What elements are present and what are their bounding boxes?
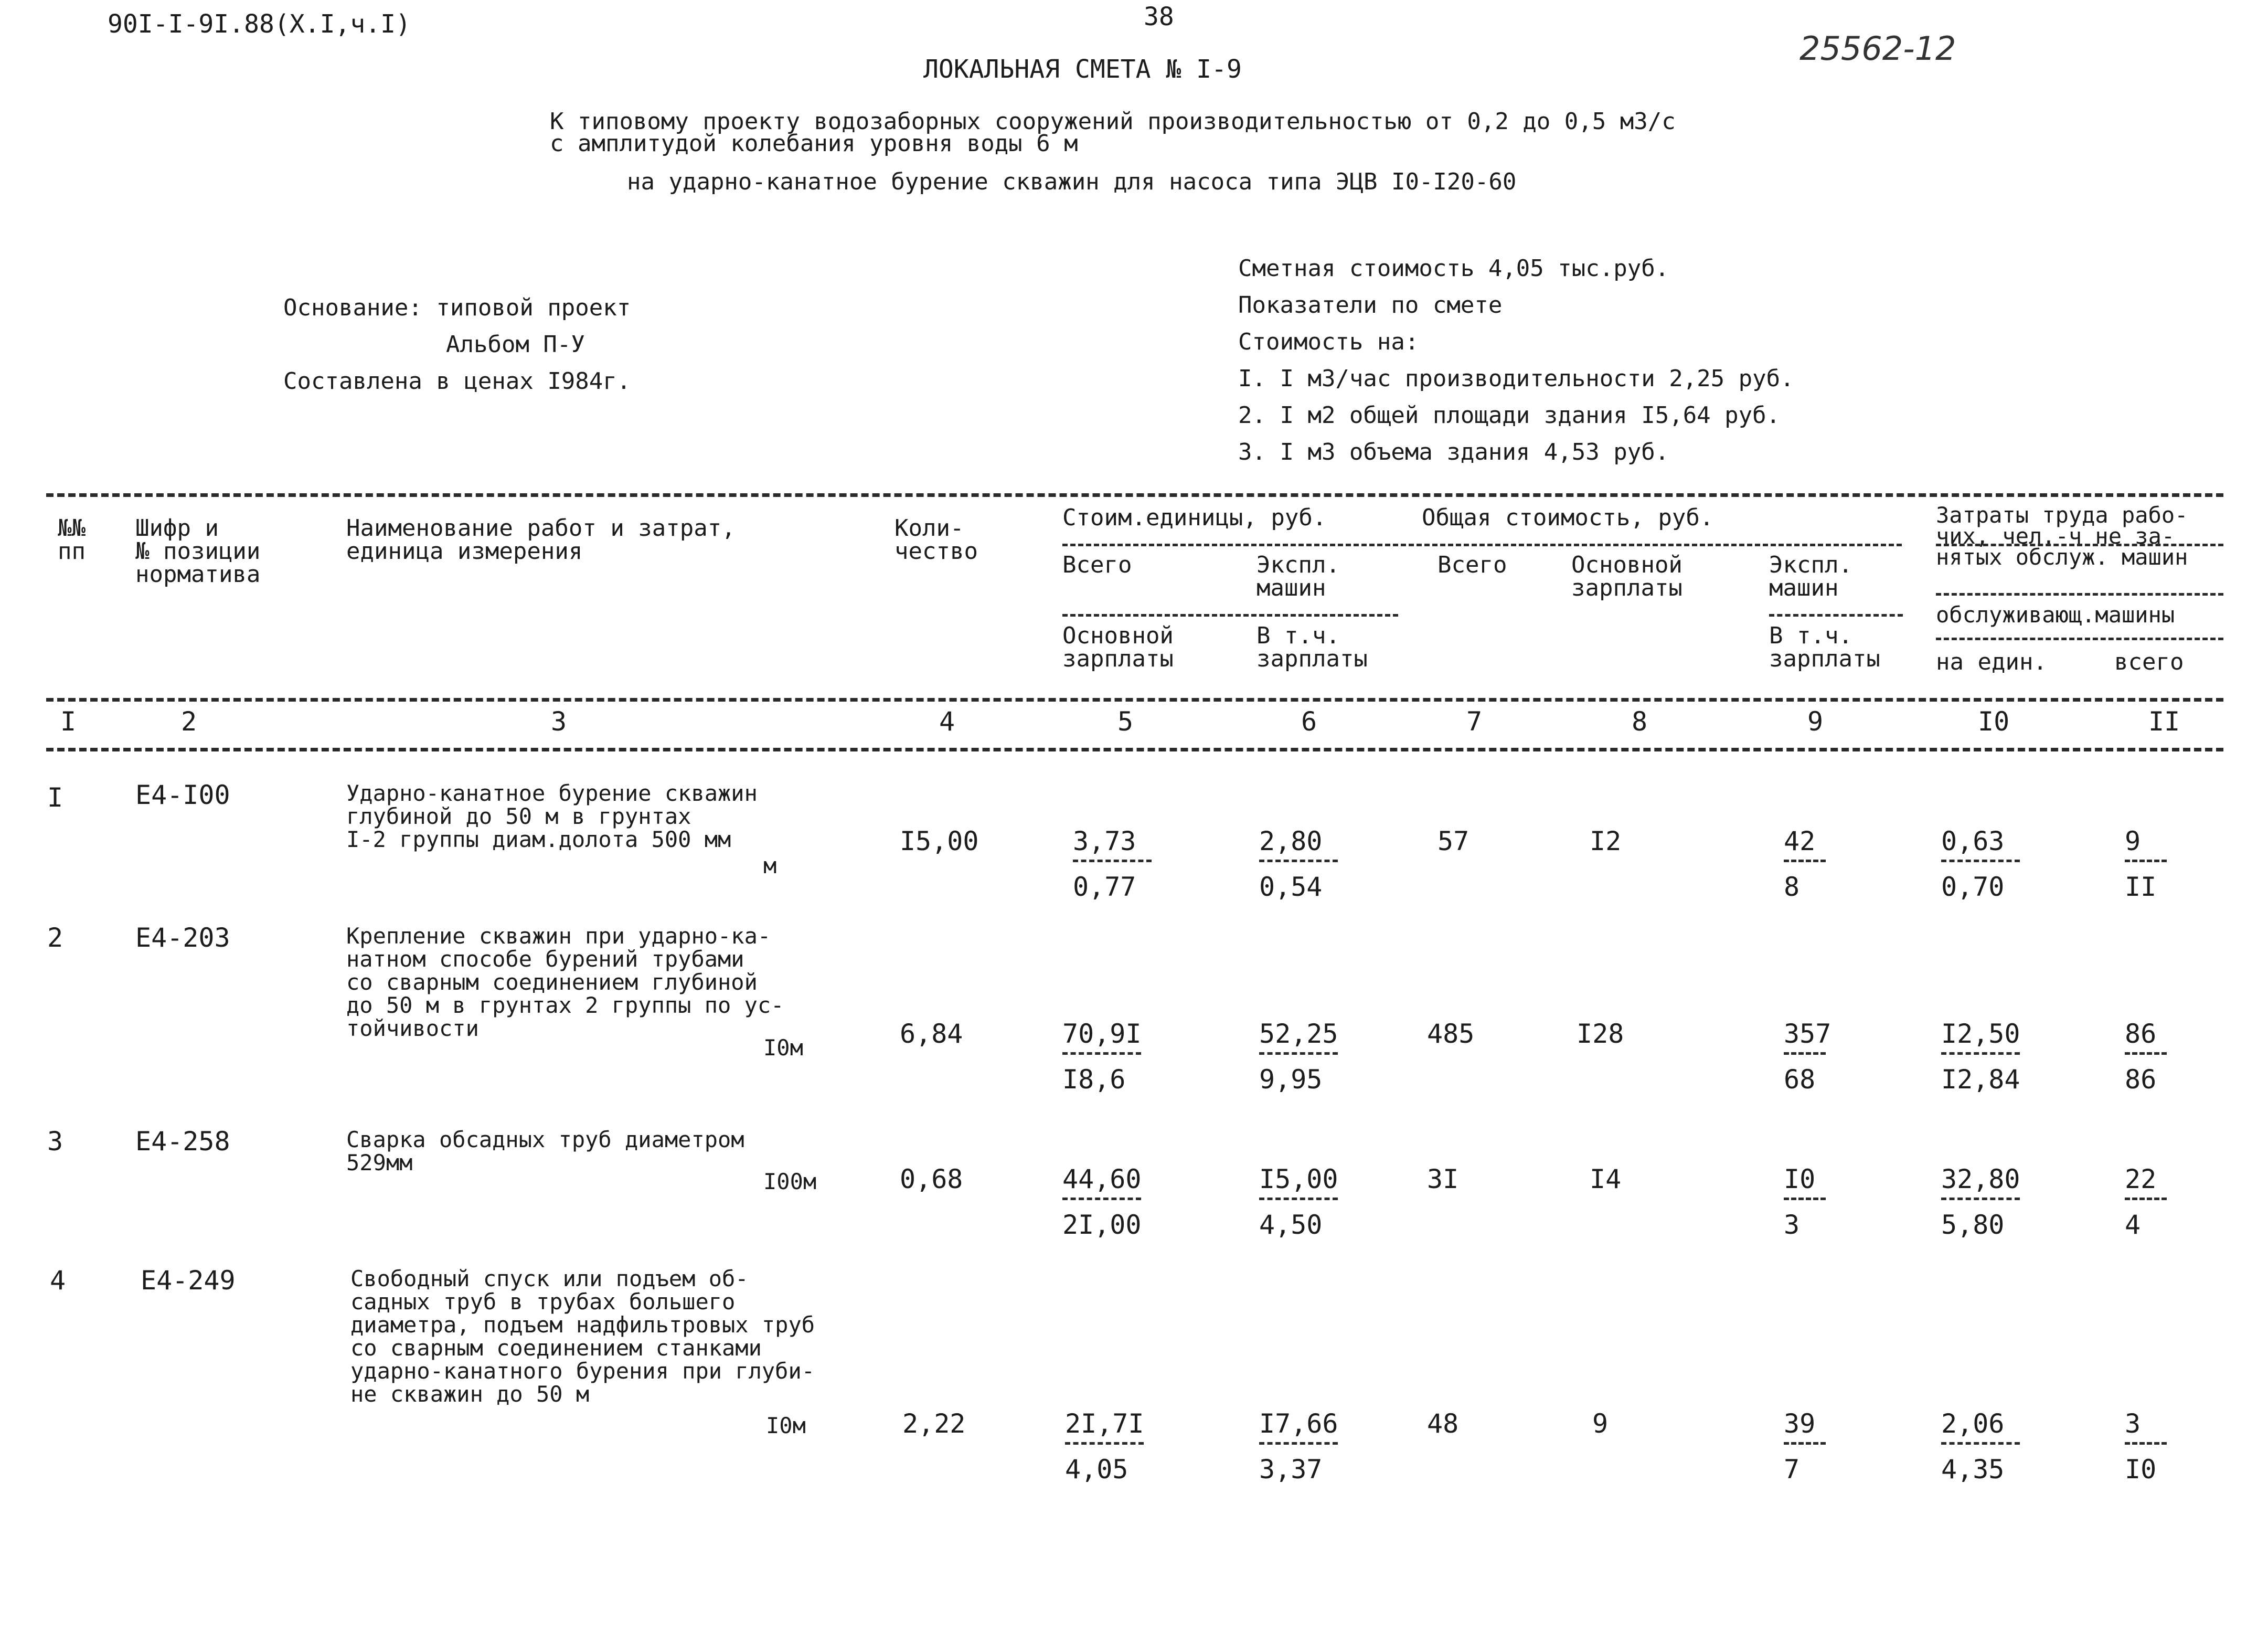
row-4-unit-total: 2I,7I [1065,1408,1144,1439]
subtitle-line2: с амплитудой колебания уровня воды 6 м [550,130,1078,157]
row-1-total-wage: I2 [1590,826,1622,856]
row-1-unit: м [763,853,777,878]
header-total-all: Всего [1438,552,1507,578]
cost-header-rule [1062,544,1902,546]
header-labor-unit: на един. [1936,649,2047,675]
labor-sub-rule-1 [1936,593,2223,596]
column-number: I0 [1978,706,2010,737]
row-3-unit: I00м [763,1169,817,1194]
row-1-unit-total: 3,73 [1073,826,1136,856]
row-4-labor-total-service: I0 [2125,1454,2157,1485]
row-4-unit: I0м [766,1413,806,1438]
row-1-code: Е4-I00 [135,780,230,810]
labor-sub-rule-2 [1936,638,2223,640]
row-4-labor-unit: 2,06 [1941,1408,2005,1439]
row-1-labor-total-cost [2125,828,2167,900]
column-number: 5 [1117,706,1134,737]
row-4-labor-unit-cost [1941,1408,2020,1485]
row-3-qty: 0,68 [900,1164,963,1194]
row-3-unit-mach-wage: 4,50 [1259,1210,1323,1240]
row-2-qty: 6,84 [900,1019,963,1049]
header-labor-total: всего [2114,649,2184,675]
subtitle-line3: на ударно-канатное бурение скважин для насоса типа ЭЦВ I0-I20-60 [627,168,1517,195]
header-unit-cost: Стоим.единицы, руб. [1062,504,1327,531]
indicator-item-3: 3. I м3 объема здания 4,53 руб. [1238,439,1669,465]
row-2-unit-mach-cost [1259,1021,1338,1093]
column-number: II [2148,706,2180,737]
row-2-total-mach: 357 [1784,1019,1832,1049]
column-number: I [60,706,77,737]
row-3-name: Сварка обсадных труб диаметром 529мм [346,1127,744,1175]
row-2-name: Крепление скважин при ударно-ка- натном способе бурений трубами со сварным соединением глубиной до 50 м в грунтах 2 группы по ус- тойчивости [346,923,784,1041]
mach-subheader-rule [1769,614,1903,617]
row-2-labor-unit: I2,50 [1941,1019,2020,1049]
header-unit-mach: Экспл. машин [1257,552,1340,601]
row-2-labor-unit-cost [1941,1021,2020,1093]
basis-line2: Альбом П-У [446,331,585,358]
row-3-total-mach: I0 [1784,1164,1816,1194]
row-2-labor-total-cost [2125,1021,2167,1093]
row-3-total-all: 3I [1427,1164,1459,1194]
row-4-total-all: 48 [1427,1408,1459,1439]
row-1-labor-unit: 0,63 [1941,826,2005,856]
row-3-total-mach-wage: 3 [1784,1210,1800,1240]
row-2-unit-cost [1062,1021,1142,1093]
column-number: 8 [1632,706,1648,737]
page-number: 38 [1144,2,1174,31]
column-number: 4 [939,706,955,737]
row-4-total-mach: 39 [1784,1408,1816,1439]
row-1-unit-mach: 2,80 [1259,826,1323,856]
row-3-total-mach-cost [1784,1166,1826,1238]
row-1-labor-total: 9 [2125,826,2141,856]
row-2-num: 2 [47,923,63,953]
row-3-labor-total-cost [2125,1166,2167,1238]
row-2-total-mach-cost [1784,1021,1831,1093]
subtitle-line1: К типовому проекту водозаборных сооружений производительностью от 0,2 до 0,5 м3/с [550,108,1676,135]
row-2-unit-mach-wage: 9,95 [1259,1064,1323,1095]
header-labor-service: обслуживающ.машины [1936,602,2175,628]
column-number: 9 [1807,706,1824,737]
row-1-unit-mach-wage: 0,54 [1259,872,1323,902]
row-1-total-mach-cost [1784,828,1826,900]
row-3-labor-unit-service: 5,80 [1941,1210,2005,1240]
row-3-unit-mach: I5,00 [1259,1164,1338,1194]
indicators-label: Показатели по смете [1238,292,1503,319]
row-1-num: I [47,782,63,813]
header-labor: Затраты труда рабо- чих, чел.-ч не за- нятых обслуж. машин [1936,502,2188,570]
table-top-rule [46,493,2223,497]
row-4-total-mach-wage: 7 [1784,1454,1800,1485]
archive-stamp: 25562-12 [1800,29,1956,68]
row-4-name: Свободный спуск или подъем об- садных труб в трубах большего диаметра, подъем надфильтровых труб со сварным соединением станками ударно-канатного бурения при глуби- не скважин до 50 м [350,1266,815,1407]
cost-per-label: Стоимость на: [1238,329,1419,355]
row-3-unit-total: 44,60 [1062,1164,1142,1194]
row-4-labor-unit-service: 4,35 [1941,1454,2005,1485]
header-unit-mach-wage: В т.ч. зарплаты [1257,622,1368,672]
row-1-name: Ударно-канатное бурение скважин глубиной до 50 м в грунтах I-2 группы диам.долота 500 мм [346,780,758,852]
doc-title: ЛОКАЛЬНАЯ СМЕТА № I-9 [923,55,1242,84]
row-3-labor-total-service: 4 [2125,1210,2141,1240]
basis-line3: Составлена в ценах I984г. [283,368,631,395]
row-1-unit-cost [1073,828,1152,900]
header-total-mach-wage: В т.ч. зарплаты [1769,622,1880,672]
row-1-unit-mach-cost [1259,828,1338,900]
row-1-qty: I5,00 [900,826,979,856]
row-4-unit-mach-cost [1259,1408,1338,1485]
basis-line1: Основание: типовой проект [283,294,631,321]
row-2-labor-total-service: 86 [2125,1064,2157,1095]
header-name: Наименование работ и затрат, единица измерения [346,515,736,565]
row-4-unit-cost [1065,1408,1144,1485]
row-3-labor-total: 22 [2125,1164,2157,1194]
row-4-unit-mach-wage: 3,37 [1259,1454,1323,1485]
indicator-item-1: I. I м3/час производительности 2,25 руб. [1238,365,1794,392]
row-2-labor-unit-service: I2,84 [1941,1064,2020,1095]
header-code: Шифр и № позиции норматива [135,515,261,588]
row-2-code: Е4-203 [135,923,230,953]
row-3-num: 3 [47,1126,63,1157]
row-2-unit-total: 70,9I [1062,1019,1142,1049]
row-1-labor-unit-cost [1941,828,2020,900]
row-3-labor-unit: 32,80 [1941,1164,2020,1194]
row-2-unit: I0м [763,1035,803,1061]
row-4-num: 4 [50,1265,66,1296]
row-2-unit-mach: 52,25 [1259,1019,1338,1049]
row-1-total-all: 57 [1438,826,1470,856]
row-4-labor-total: 3 [2125,1408,2141,1439]
column-number-rule [46,748,2223,751]
row-1-labor-total-service: II [2125,872,2157,902]
header-unit-wage: Основной зарплаты [1062,622,1174,672]
header-bottom-rule [46,698,2223,702]
row-2-total-mach-wage: 68 [1784,1064,1816,1095]
column-number: 7 [1466,706,1483,737]
row-4-total-mach-cost [1784,1408,1826,1485]
row-3-code: Е4-258 [135,1126,230,1157]
header-total-wage: Основной зарплаты [1571,552,1683,601]
estimated-cost: Сметная стоимость 4,05 тыс.руб. [1238,255,1669,282]
row-2-labor-total: 86 [2125,1019,2157,1049]
column-number: 3 [551,706,567,737]
row-4-code: Е4-249 [141,1265,236,1296]
header-total-cost: Общая стоимость, руб. [1422,504,1714,531]
row-4-total-wage: 9 [1592,1408,1609,1439]
row-1-total-mach-wage: 8 [1784,872,1800,902]
row-1-unit-wage: 0,77 [1073,872,1136,902]
header-unit-total: Всего [1062,552,1132,578]
row-2-unit-wage: I8,6 [1062,1064,1126,1095]
row-4-labor-total-cost [2125,1408,2167,1485]
header-qty: Коли- чество [895,515,978,565]
doc-code: 90I-I-9I.88(X.I,ч.I) [108,9,411,39]
row-4-unit-wage: 4,05 [1065,1454,1128,1485]
unit-subheader-rule [1062,614,1398,617]
row-1-labor-unit-service: 0,70 [1941,872,2005,902]
header-num: №№ пп [58,515,86,565]
row-1-total-mach: 42 [1784,826,1816,856]
row-3-total-wage: I4 [1590,1164,1622,1194]
row-3-labor-unit-cost [1941,1166,2020,1238]
row-4-qty: 2,22 [902,1408,966,1439]
column-number: 6 [1301,706,1317,737]
row-4-unit-mach: I7,66 [1259,1408,1338,1439]
row-3-unit-cost [1062,1166,1142,1238]
header-total-mach: Экспл. машин [1769,552,1852,601]
row-3-unit-wage: 2I,00 [1062,1210,1142,1240]
row-2-total-wage: I28 [1577,1019,1624,1049]
indicator-item-2: 2. I м2 общей площади здания I5,64 руб. [1238,402,1781,429]
row-2-total-all: 485 [1427,1019,1475,1049]
row-3-unit-mach-cost [1259,1166,1338,1238]
column-number: 2 [181,706,197,737]
